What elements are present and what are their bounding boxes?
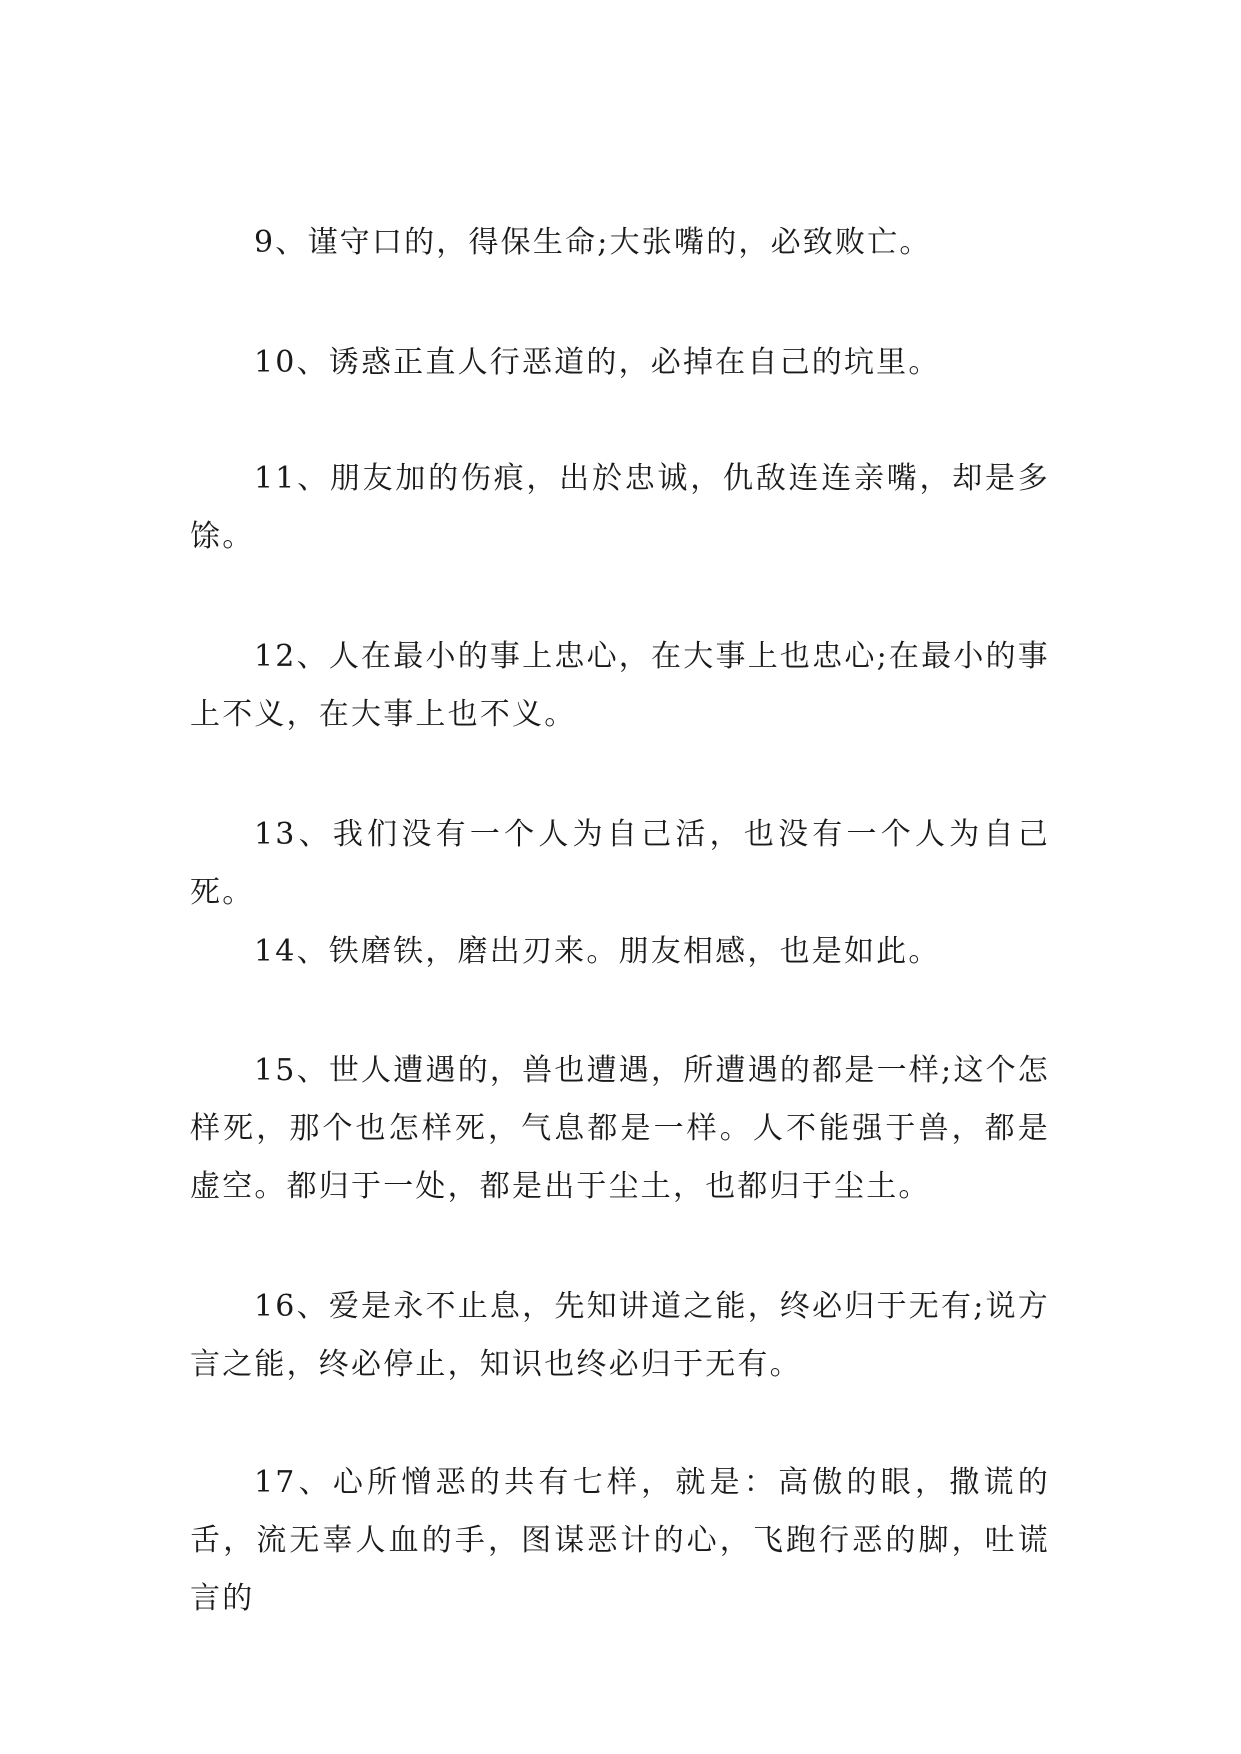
paragraph-16: 16、爱是永不止息，先知讲道之能，终必归于无有;说方言之能，终必停止，知识也终必归于无有。 <box>190 1289 1050 1382</box>
paragraph-14: 14、铁磨铁，磨出刃来。朋友相感，也是如此。 <box>254 934 941 969</box>
paragraph-9: 9、谨守口的，得保生命;大张嘴的，必致败亡。 <box>254 225 932 260</box>
paragraph-10: 10、诱惑正直人行恶道的，必掉在自己的坑里。 <box>254 345 941 380</box>
paragraph-12: 12、人在最小的事上忠心，在大事上也忠心;在最小的事上不义，在大事上也不义。 <box>190 639 1050 732</box>
paragraph-13: 13、我们没有一个人为自己活，也没有一个人为自己死。 <box>190 817 1050 910</box>
paragraph-11: 11、朋友加的伤痕，出於忠诚，仇敌连连亲嘴，却是多馀。 <box>190 461 1050 554</box>
paragraph-17: 17、心所憎恶的共有七样，就是：高傲的眼，撒谎的舌，流无辜人血的手，图谋恶计的心，飞跑行恶的脚，吐谎言的 <box>190 1465 1050 1616</box>
paragraph-15: 15、世人遭遇的，兽也遭遇，所遭遇的都是一样;这个怎样死，那个也怎样死，气息都是一样。人不能强于兽，都是虚空。都归于一处，都是出于尘土，也都归于尘土。 <box>190 1053 1050 1204</box>
